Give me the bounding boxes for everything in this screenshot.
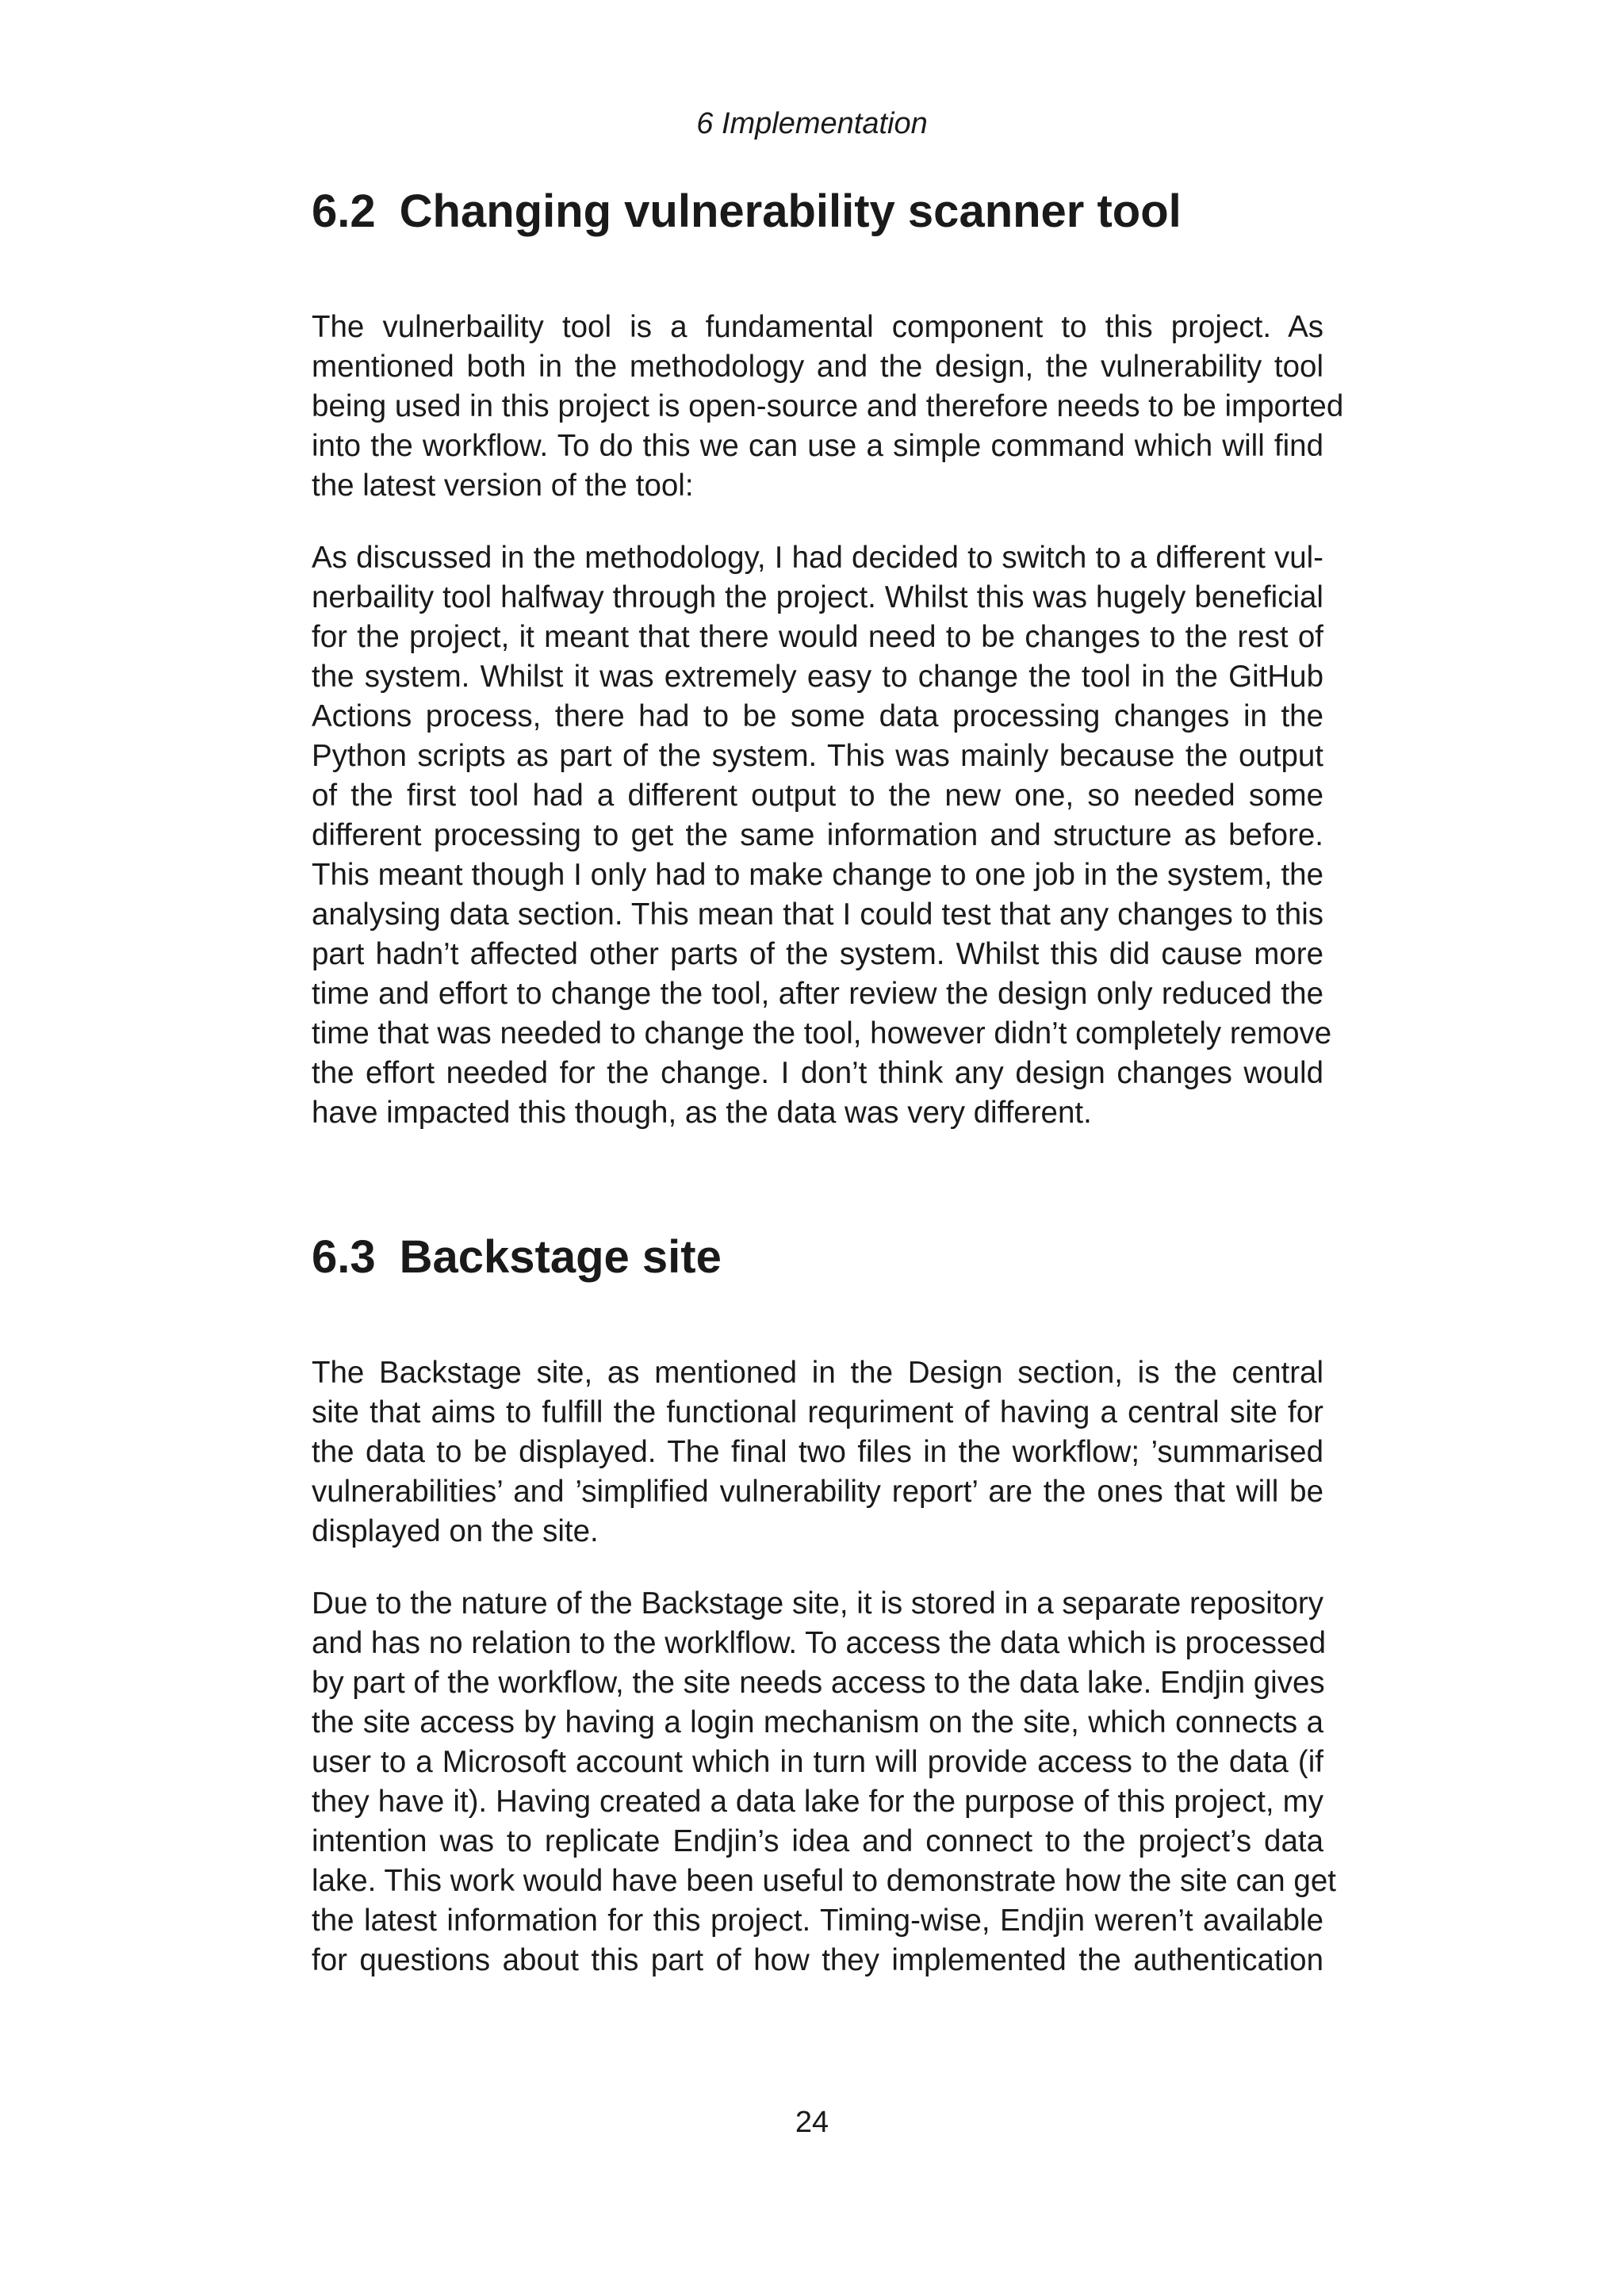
text-line: vulnerabilities’ and ’simplified vulnerability report’ are the ones that will be bbox=[312, 1475, 1323, 1509]
text-line: Python scripts as part of the system. This was mainly because the output bbox=[312, 739, 1323, 773]
text-line: the effort needed for the change. I don’t think any design changes would bbox=[312, 1056, 1323, 1090]
text-line: the latest version of the tool: bbox=[312, 469, 694, 503]
text-line: and has no relation to the worklflow. To access the data which is processed bbox=[312, 1626, 1327, 1660]
text-line: different processing to get the same information and structure as before. bbox=[312, 818, 1323, 852]
section-title: Changing vulnerability scanner tool bbox=[399, 186, 1182, 237]
text-line: time that was needed to change the tool, however didn’t completely remove bbox=[312, 1016, 1332, 1050]
paragraph-tool-switch bbox=[312, 538, 1332, 1133]
text-line: by part of the workflow, the site needs access to the data lake. Endjin gives bbox=[312, 1666, 1325, 1700]
text-line: displayed on the site. bbox=[312, 1514, 599, 1548]
paragraph-backstage-access bbox=[312, 1584, 1336, 1980]
paragraph-tool-intro bbox=[312, 308, 1344, 506]
text-line: site that aims to fulfill the functional requriment of having a central site for bbox=[312, 1395, 1323, 1429]
text-line: have impacted this though, as the data was very different. bbox=[312, 1096, 1092, 1130]
text-line: for the project, it meant that there would need to be changes to the rest of bbox=[312, 620, 1323, 654]
text-line: lake. This work would have been useful to demonstrate how the site can get bbox=[312, 1864, 1336, 1898]
text-line: The Backstage site, as mentioned in the Design section, is the central bbox=[312, 1356, 1323, 1390]
text-line: This meant though I only had to make change to one job in the system, the bbox=[312, 858, 1323, 892]
text-line: user to a Microsoft account which in turn will provide access to the data (if bbox=[312, 1745, 1323, 1779]
text-line: Actions process, there had to be some data processing changes in the bbox=[312, 699, 1323, 733]
text-line: The vulnerbaility tool is a fundamental component to this project. As bbox=[312, 310, 1323, 344]
section-heading-6-2 bbox=[312, 184, 1182, 239]
text-line: analysing data section. This mean that I could test that any changes to this bbox=[312, 897, 1323, 932]
text-line: time and effort to change the tool, after review the design only reduced the bbox=[312, 977, 1323, 1011]
section-title: Backstage site bbox=[399, 1231, 722, 1283]
text-line: the system. Whilst it was extremely easy to change the tool in the GitHub bbox=[312, 660, 1323, 694]
section-heading-6-3 bbox=[312, 1230, 722, 1285]
text-line: being used in this project is open-source and therefore needs to be imported bbox=[312, 389, 1344, 423]
paragraph-backstage-intro bbox=[312, 1353, 1323, 1552]
text-line: mentioned both in the methodology and the design, the vulnerability tool bbox=[312, 350, 1323, 384]
text-line: of the first tool had a different output to the new one, so needed some bbox=[312, 779, 1323, 813]
text-line: intention was to replicate Endjin’s idea and connect to the project’s data bbox=[312, 1824, 1323, 1858]
text-line: the site access by having a login mechanism on the site, which connects a bbox=[312, 1705, 1323, 1739]
section-number: 6.3 bbox=[312, 1231, 376, 1283]
page-number: 24 bbox=[795, 2106, 829, 2139]
text-line: the latest information for this project. Timing-wise, Endjin weren’t available bbox=[312, 1904, 1323, 1938]
text-line: into the workflow. To do this we can use a simple command which will find bbox=[312, 429, 1323, 463]
text-line: nerbaility tool halfway through the project. Whilst this was hugely beneficial bbox=[312, 580, 1323, 614]
text-line: the data to be displayed. The final two files in the workflow; ’summarised bbox=[312, 1435, 1323, 1469]
text-line: part hadn’t affected other parts of the system. Whilst this did cause more bbox=[312, 937, 1323, 971]
text-line: they have it). Having created a data lake for the purpose of this project, my bbox=[312, 1785, 1323, 1819]
text-line: As discussed in the methodology, I had decided to switch to a different vul- bbox=[312, 541, 1323, 575]
text-line: for questions about this part of how they implemented the authentication bbox=[312, 1943, 1323, 1977]
text-line: Due to the nature of the Backstage site, it is stored in a separate repository bbox=[312, 1586, 1323, 1621]
running-header: 6 Implementation bbox=[696, 107, 928, 140]
section-number: 6.2 bbox=[312, 186, 376, 237]
